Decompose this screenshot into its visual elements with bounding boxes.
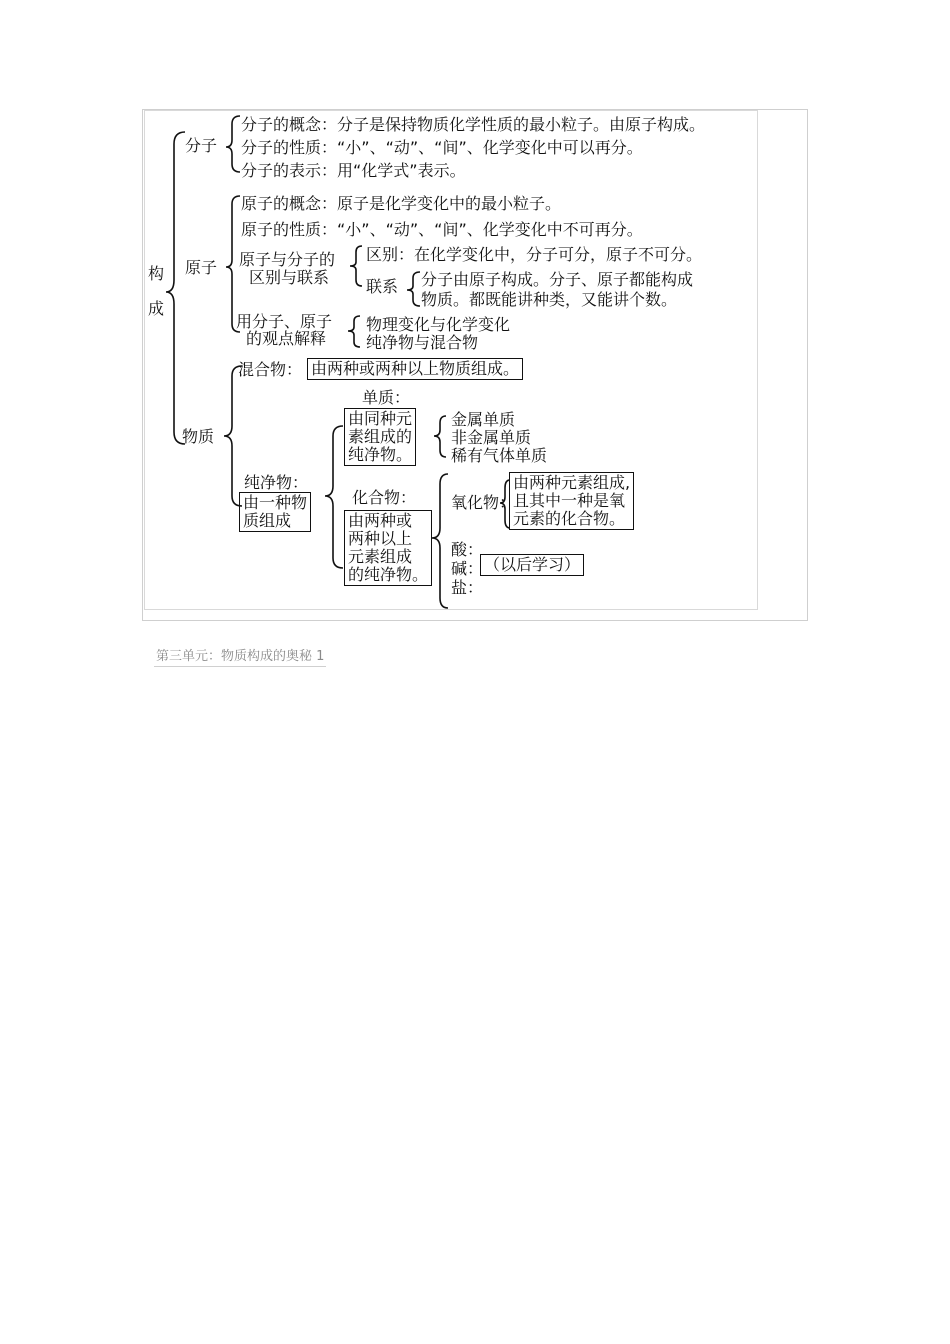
explain-item-2: 纯净物与混合物 (366, 333, 479, 352)
compound-definition-box (344, 510, 432, 586)
element-def-line2: 素组成的 (348, 427, 413, 446)
compound-def-line1: 由两种或 (348, 511, 413, 530)
substance-label: 物质 (182, 427, 215, 446)
acid-label: 酸： (451, 540, 484, 559)
pure-brace (325, 426, 343, 568)
pure-def-line2: 质组成 (243, 511, 292, 530)
molecule-representation: 分子的表示：用“化学式”表示。 (241, 161, 466, 180)
oxide-def-line2: 且其中一种是氧 (513, 491, 626, 510)
connection-line2: 物质。都既能讲种类，又能讲个数。 (421, 290, 678, 309)
relation-label-line1: 原子与分子的 (239, 250, 336, 269)
mixture-definition: 由两种或两种以上物质组成。 (311, 359, 520, 378)
oxide-def-line1: 由两种元素组成, (513, 473, 631, 492)
connection-brace (407, 272, 420, 306)
element-kind-noble-gas: 稀有气体单质 (451, 446, 548, 465)
relation-label-line2: 区别与联系 (249, 268, 330, 287)
salt-label: 盐： (451, 578, 484, 597)
pure-def-line1: 由一种物 (243, 493, 308, 512)
element-kind-metal: 金属单质 (451, 410, 516, 429)
explain-label-line2: 的观点解释 (246, 329, 327, 348)
element-def-line3: 纯净物。 (348, 445, 413, 464)
substance-brace (224, 366, 242, 506)
later-study-box (480, 554, 584, 576)
element-definition-box (344, 408, 416, 466)
compound-def-line4: 的纯净物。 (348, 565, 429, 584)
compound-def-line3: 元素组成 (348, 547, 413, 566)
element-def-line1: 由同种元 (348, 409, 413, 428)
atom-property: 原子的性质：“小”、“动”、“间”、化学变化中不可再分。 (241, 220, 643, 239)
mixture-label: 混合物： (238, 360, 303, 379)
oxide-def-line3: 元素的化合物。 (513, 509, 626, 528)
molecule-concept: 分子的概念：分子是保持物质化学性质的最小粒子。由原子构成。 (241, 115, 706, 134)
compound-def-line2: 两种以上 (348, 529, 413, 548)
molecule-label: 分子 (185, 136, 218, 155)
root-char-gou: 构 (148, 264, 165, 283)
molecule-property: 分子的性质：“小”、“动”、“间”、化学变化中可以再分。 (241, 138, 643, 157)
base-label: 碱： (451, 559, 484, 578)
page-caption: 第三单元：物质构成的奥秘 1 (154, 645, 326, 667)
element-kind-nonmetal: 非金属单质 (451, 428, 532, 447)
atom-label: 原子 (185, 258, 218, 277)
compound-brace (432, 474, 448, 608)
explain-brace (348, 316, 360, 347)
connection-line1: 分子由原子构成。分子、原子都能构成 (421, 270, 694, 289)
root-brace (166, 132, 185, 444)
relation-brace (350, 246, 362, 286)
atom-difference: 区别：在化学变化中，分子可分，原子不可分。 (366, 245, 703, 264)
later-study: （以后学习） (484, 555, 581, 574)
explain-item-1: 物理变化与化学变化 (366, 315, 511, 334)
molecule-brace (226, 116, 240, 172)
atom-concept: 原子的概念：原子是化学变化中的最小粒子。 (241, 194, 562, 213)
connection-label: 联系 (366, 277, 399, 296)
explain-label-line1: 用分子、原子 (236, 312, 333, 331)
root-char-cheng: 成 (148, 299, 165, 318)
oxide-label: 氧化物： (451, 493, 516, 512)
oxide-definition-box (509, 472, 634, 530)
pure-label: 纯净物： (244, 473, 309, 492)
element-label: 单质： (362, 388, 411, 407)
element-kinds-brace (434, 416, 446, 457)
compound-label: 化合物： (352, 488, 417, 507)
mixture-definition-box (307, 358, 523, 380)
pure-definition-box (239, 492, 311, 532)
